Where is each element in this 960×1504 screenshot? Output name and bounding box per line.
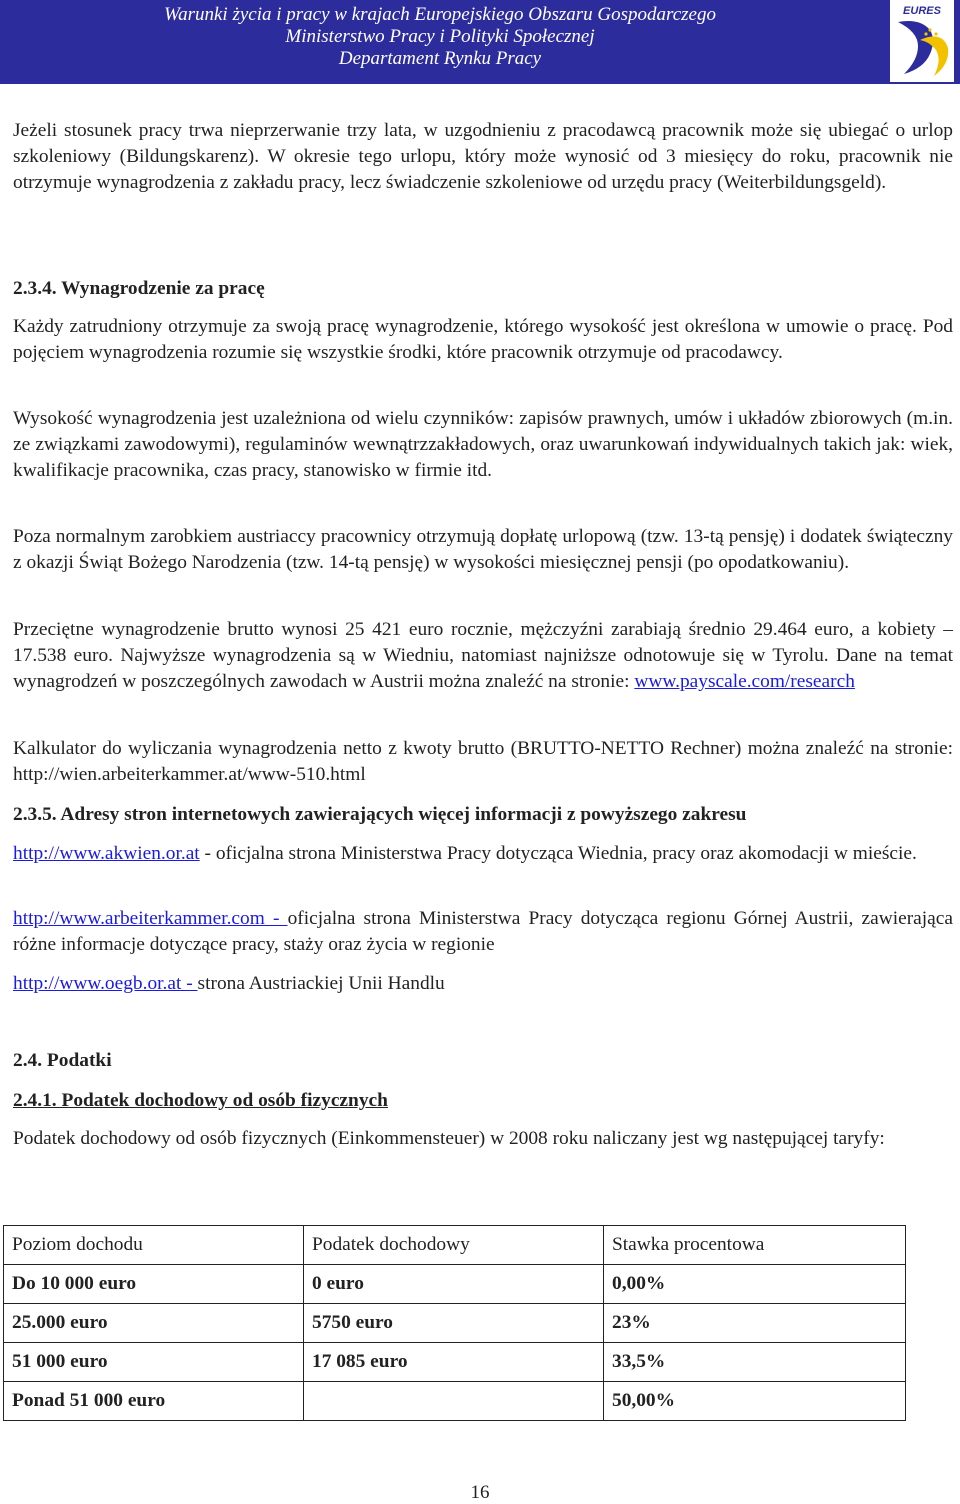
svg-text:EURES: EURES	[903, 5, 941, 17]
link-block-3	[13, 971, 953, 997]
paragraph-calculator: Kalkulator do wyliczania wynagrodzenia netto z kwoty brutto (BRUTTO-NETTO Rechner) można znaleźć na stronie: http://wien.arbeiterkammer.at/www-510.html	[13, 738, 953, 785]
header-line-1: Warunki życia i pracy w krajach Europejskiego Obszaru Gospodarczego	[164, 4, 716, 25]
tax-table-header-row	[4, 1226, 906, 1265]
arbeiterkammer-link[interactable]: http://www.arbeiterkammer.com -	[13, 908, 288, 929]
tax-table-cell: 25.000 euro	[4, 1304, 304, 1343]
tax-table-cell: 33,5%	[604, 1343, 906, 1382]
section-2-3-4-body-3	[13, 524, 953, 576]
paragraph-wage-2: Wysokość wynagrodzenia jest uzależniona od wielu czynników: zapisów prawnych, umów i układów zbiorowych (m.in. ze związkami zawodowymi), regulaminów wewnątrzzakładowych, oraz uwarunkowań indywidualnych takich jak: wiek, kwalifikacje pracownika, czas pracy, stanowisko w firmie itd.	[13, 408, 953, 481]
link-block-1	[13, 841, 953, 867]
tax-table-cell: 0,00%	[604, 1265, 906, 1304]
table-row	[4, 1382, 906, 1421]
paragraph-wage-4	[13, 617, 953, 695]
tax-table-header-cell: Poziom dochodu	[4, 1226, 304, 1265]
oegb-description: strona Austriackiej Unii Handlu	[197, 973, 445, 994]
header-line-3: Departament Rynku Pracy	[338, 48, 542, 69]
section-2-3-4-body-2	[13, 406, 953, 484]
eures-logo	[890, 0, 954, 82]
heading-2-4-1: 2.4.1. Podatek dochodowy od osób fizycznych	[13, 1090, 388, 1111]
link-block-2	[13, 906, 953, 958]
table-row	[4, 1304, 906, 1343]
tax-table	[3, 1225, 906, 1421]
link-paragraph-1	[13, 841, 953, 867]
tax-table-cell: 50,00%	[604, 1382, 906, 1421]
table-row	[4, 1343, 906, 1382]
section-2-4	[13, 1048, 953, 1074]
tax-table-cell: 51 000 euro	[4, 1343, 304, 1382]
content-intro	[13, 118, 953, 196]
tax-table-cell: 17 085 euro	[304, 1343, 604, 1382]
oegb-link[interactable]: http://www.oegb.or.at -	[13, 973, 198, 994]
section-2-3-5	[13, 802, 953, 828]
header-line-2: Ministerstwo Pracy i Polityki Społecznej	[285, 26, 595, 47]
section-2-3-4-body-4	[13, 617, 953, 695]
payscale-link[interactable]: www.payscale.com/research	[634, 671, 855, 692]
tax-table-header-cell: Stawka procentowa	[604, 1226, 906, 1265]
heading-2-3-5: 2.3.5. Adresy stron internetowych zawierających więcej informacji z powyższego zakresu	[13, 804, 747, 825]
section-2-3-4-body-5	[13, 736, 953, 788]
tax-table-cell: 0 euro	[304, 1265, 604, 1304]
page-header	[0, 0, 960, 84]
tax-table-cell: 23%	[604, 1304, 906, 1343]
link-paragraph-2	[13, 906, 953, 958]
section-2-4-1-body	[13, 1126, 953, 1152]
section-2-4-1	[13, 1088, 953, 1114]
arbeiterkammer-description: oficjalna strona Ministerstwa Pracy dotycząca regionu Górnej Austrii, zawierająca różne informacje dotyczące pracy, staży oraz życia w regionie	[13, 908, 953, 955]
tax-table-cell: Ponad 51 000 euro	[4, 1382, 304, 1421]
paragraph-wage-4-text: Przeciętne wynagrodzenie brutto wynosi 25 421 euro rocznie, mężczyźni zarabiają średnio 29.464 euro, a kobiety – 17.538 euro. Najwyższe wynagrodzenia są w Wiedniu, natomiast najniższe odnotowuje się w Tyrolu. Dane na temat wynagrodzeń w poszczególnych zawodach w Austrii można znaleźć na stronie:	[13, 619, 953, 692]
header-text	[0, 4, 880, 70]
paragraph-intro: Jeżeli stosunek pracy trwa nieprzerwanie trzy lata, w uzgodnieniu z pracodawcą pracownik może się ubiegać o urlop szkoleniowy (Bildungskarenz). W okresie tego urlopu, który może wynosić od 3 miesięcy do roku, pracownik nie otrzymuje wynagrodzenia z zakładu pracy, lecz świadczenie szkoleniowe od urzędu pracy (Weiterbildungsgeld).	[13, 120, 953, 193]
akwien-description: - oficjalna strona Ministerstwa Pracy dotycząca Wiednia, pracy oraz akomodacji w mieście.	[199, 843, 917, 864]
paragraph-wage-1: Każdy zatrudniony otrzymuje za swoją pracę wynagrodzenie, którego wysokość jest określona w umowie o pracę. Pod pojęciem wynagrodzenia rozumie się wszystkie środki, które pracownik otrzymuje od pracodawcy.	[13, 316, 953, 363]
paragraph-wage-3: Poza normalnym zarobkiem austriaccy pracownicy otrzymują dopłatę urlopową (tzw. 13-tą pensję) i dodatek świąteczny z okazji Świąt Bożego Narodzenia (tzw. 14-tą pensję) w wysokości miesięcznej pensji (po opodatkowaniu).	[13, 526, 953, 573]
link-paragraph-3	[13, 971, 953, 997]
section-2-3-4-body	[13, 314, 953, 366]
heading-2-4: 2.4. Podatki	[13, 1050, 112, 1071]
heading-2-3-4: 2.3.4. Wynagrodzenie za pracę	[13, 278, 265, 299]
tax-table-cell	[304, 1382, 604, 1421]
tax-table-cell: 5750 euro	[304, 1304, 604, 1343]
tax-table-cell: Do 10 000 euro	[4, 1265, 304, 1304]
table-row	[4, 1265, 906, 1304]
section-2-3-4	[13, 276, 953, 302]
page-number: 16	[470, 1482, 490, 1503]
akwien-link[interactable]: http://www.akwien.or.at	[13, 843, 200, 864]
paragraph-income-tax: Podatek dochodowy od osób fizycznych (Einkommensteuer) w 2008 roku naliczany jest wg następującej taryfy:	[13, 1128, 885, 1149]
tax-table-header-cell: Podatek dochodowy	[304, 1226, 604, 1265]
